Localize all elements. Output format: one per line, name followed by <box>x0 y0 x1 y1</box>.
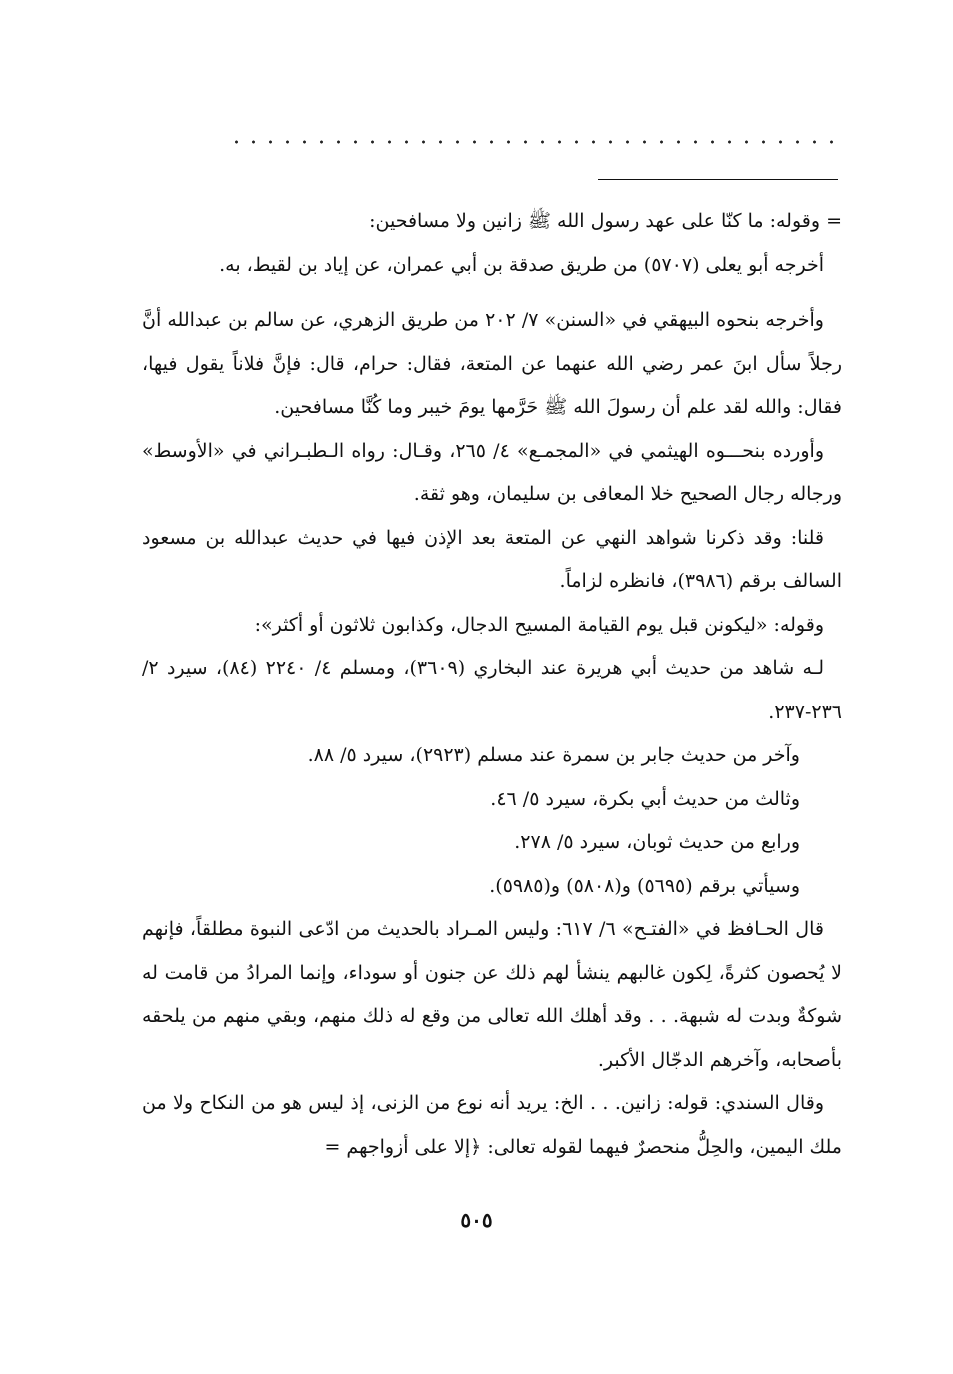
paragraph-3: وأخرجه بنحوه البيهقي في «السنن» ٧/ ٢٠٢ من طريق الزهري، عن سالم بن عبدالله أنَّ رجلاً سأل ابنَ عمر رضي الله عنهما عن المتعة، فقال: حرام، قال: فإنَّ فلاناً يقول فيها، فقال: والله لقد علم أن رسولَ الله ﷺ حَرَّمها يومَ خيبر وما كُنَّا مسافحين. <box>142 309 842 418</box>
paragraph-11: وسيأتي برقم (٥٦٩٥) و(٥٨٠٨) و(٥٩٨٥). <box>489 874 800 897</box>
paragraph-12: قال الحـافظ في «الفتـح» ٦/ ٦١٧: وليس المـراد بالحديث من ادّعى النبوة مطلقاً، فإنهم لا يُحصون كثرةً، لِكون غالبهم ينشأ لهم ذلك عن جنون أو سوداء، وإنما المرادُ من قامت له شوكةٌ وبدت له شبهة. . . وقد أهلك الله تعالى من وقع له ذلك منهم، وبقي منهم من يلحقه بأصحابه، وآخرهم الدجّال الأكبر. <box>142 918 842 1071</box>
paragraph-6: وقوله: «ليكونن قبل يوم القيامة المسيح الدجال، وكذابون ثلاثون أو أكثر»: <box>254 613 824 636</box>
paragraph-7: لـه شاهد من حديث أبي هريرة عند البخاري (٣٦٠٩)، ومسلم ٤/ ٢٢٤٠ (٨٤)، سيرد ٢/ ٢٣٦-٢٣٧. <box>142 657 842 723</box>
paragraph-8: وآخر من حديث جابر بن سمرة عند مسلم (٢٩٢٣)، سيرد ٥/ ٨٨. <box>307 744 800 766</box>
paragraph-5: قلنا: وقد ذكرنا شواهد النهي عن المتعة بعد الإذن فيها في حديث عبدالله بن مسعود السالف برقم (٣٩٨٦)، فانظره لزاماً. <box>142 526 842 592</box>
paragraph-4: وأورده بنحـــوه الهيثمي في «المجمـع» ٤/ ٢٦٥، وقـال: رواه الـطبـراني في «الأوسط» ورجاله رجال الصحيح خلا المعافى بن سليمان، وهو ثقة. <box>142 439 842 505</box>
footnote-text-block <box>142 200 842 1169</box>
paragraph-2: أخرجه أبو يعلى (٥٧٠٧) من طريق صدقة بن أبي عمران، عن إياد بن لقيط، به. <box>219 253 824 276</box>
paragraph-9: وثالث من حديث أبي بكرة، سيرد ٥/ ٤٦. <box>490 787 800 810</box>
paragraph-10: ورابع من حديث ثوبان، سيرد ٥/ ٢٧٨. <box>514 831 800 853</box>
footnote-separator-line <box>598 179 838 180</box>
dotted-separator <box>228 136 840 148</box>
paragraph-13: وقال السندي: قوله: زانين. . . الخ: يريد أنه نوع من الزنى، إذ ليس هو من النكاح ولا من ملك اليمين، والحِلُّ منحصرٌ فيهما لقوله تعالى: ﴿إلا على أزواجهم = <box>142 1092 842 1158</box>
paragraph-1: = وقوله: ما كنّا على عهد رسول الله ﷺ زانين ولا مسافحين: <box>369 210 842 232</box>
page-number: ٥٠٥ <box>460 1208 493 1232</box>
